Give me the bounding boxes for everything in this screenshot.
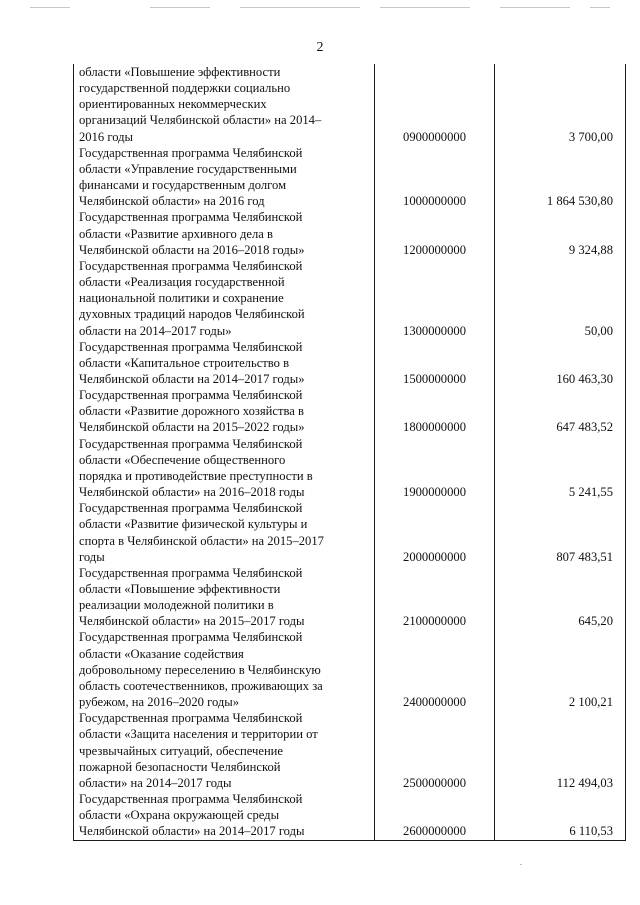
scan-speck xyxy=(520,864,522,865)
amount-cell: 3 700,00 xyxy=(495,64,626,145)
table-row xyxy=(74,791,626,840)
program-name-cell: Государственная программа Челябинской области «Развитие архивного дела в Челябинской области на 2016–2018 годы» xyxy=(74,209,375,257)
amount-cell: 9 324,88 xyxy=(495,209,626,257)
table-row xyxy=(74,387,626,435)
amount-cell: 1 864 530,80 xyxy=(495,145,626,210)
target-code-cell: 2100000000 xyxy=(375,565,495,630)
target-code-cell: 2600000000 xyxy=(375,791,495,840)
amount-cell: 112 494,03 xyxy=(495,710,626,791)
target-code-cell: 2000000000 xyxy=(375,500,495,565)
table-row xyxy=(74,209,626,257)
program-name-cell: Государственная программа Челябинской области «Управление государственными финансами и государственным долгом Челябинской области» на 2016 год xyxy=(74,145,375,210)
amount-cell: 647 483,52 xyxy=(495,387,626,435)
target-code-cell: 1800000000 xyxy=(375,387,495,435)
target-code-cell: 1500000000 xyxy=(375,339,495,387)
program-name-cell: Государственная программа Челябинской области «Развитие физической культуры и спорта в Челябинской области» на 2015–2017 годы xyxy=(74,500,375,565)
amount-cell: 50,00 xyxy=(495,258,626,339)
table-row xyxy=(74,565,626,630)
table-row xyxy=(74,710,626,791)
target-code-cell: 2500000000 xyxy=(375,710,495,791)
amount-cell: 645,20 xyxy=(495,565,626,630)
target-code-cell: 0900000000 xyxy=(375,64,495,145)
amount-cell: 160 463,30 xyxy=(495,339,626,387)
scan-top-edge xyxy=(0,0,640,14)
table-row xyxy=(74,629,626,710)
amount-cell: 2 100,21 xyxy=(495,629,626,710)
amount-cell: 807 483,51 xyxy=(495,500,626,565)
table-row xyxy=(74,500,626,565)
program-name-cell: Государственная программа Челябинской области «Защита населения и территории от чрезвычайных ситуаций, обеспечение пожарной безопасности Челябинской области» на 2014–2017 годы xyxy=(74,710,375,791)
page-number: 2 xyxy=(316,40,324,55)
target-code-cell: 1300000000 xyxy=(375,258,495,339)
budget-table-body xyxy=(74,64,626,840)
program-name-cell: Государственная программа Челябинской области «Охрана окружающей среды Челябинской области» на 2014–2017 годы xyxy=(74,791,375,840)
table-row xyxy=(74,145,626,210)
program-name-cell: Государственная программа Челябинской области «Обеспечение общественного порядка и противодействие преступности в Челябинской области» на 2016–2018 годы xyxy=(74,436,375,501)
table-row xyxy=(74,258,626,339)
program-name-cell: Государственная программа Челябинской области «Развитие дорожного хозяйства в Челябинской области на 2015–2022 годы» xyxy=(74,387,375,435)
table-row xyxy=(74,64,626,145)
target-code-cell: 2400000000 xyxy=(375,629,495,710)
table-row xyxy=(74,436,626,501)
program-name-cell: Государственная программа Челябинской области «Повышение эффективности реализации молодежной политики в Челябинской области» на 2015–2017 годы xyxy=(74,565,375,630)
target-code-cell: 1000000000 xyxy=(375,145,495,210)
target-code-cell: 1900000000 xyxy=(375,436,495,501)
program-name-cell: Государственная программа Челябинской области «Оказание содействия добровольному переселению в Челябинскую область соотечественников, проживающих за рубежом, на 2016–2020 годы» xyxy=(74,629,375,710)
program-name-cell: области «Повышение эффективности государственной поддержки социально ориентированных некоммерческих организаций Челябинской области» на 2014– 2016 годы xyxy=(74,64,375,145)
target-code-cell: 1200000000 xyxy=(375,209,495,257)
program-name-cell: Государственная программа Челябинской области «Капитальное строительство в Челябинской области на 2014–2017 годы» xyxy=(74,339,375,387)
budget-table xyxy=(73,64,626,841)
program-name-cell: Государственная программа Челябинской области «Реализация государственной национальной политики и сохранение духовных традиций народов Челябинской области на 2014–2017 годы» xyxy=(74,258,375,339)
table-row xyxy=(74,339,626,387)
amount-cell: 5 241,55 xyxy=(495,436,626,501)
amount-cell: 6 110,53 xyxy=(495,791,626,840)
